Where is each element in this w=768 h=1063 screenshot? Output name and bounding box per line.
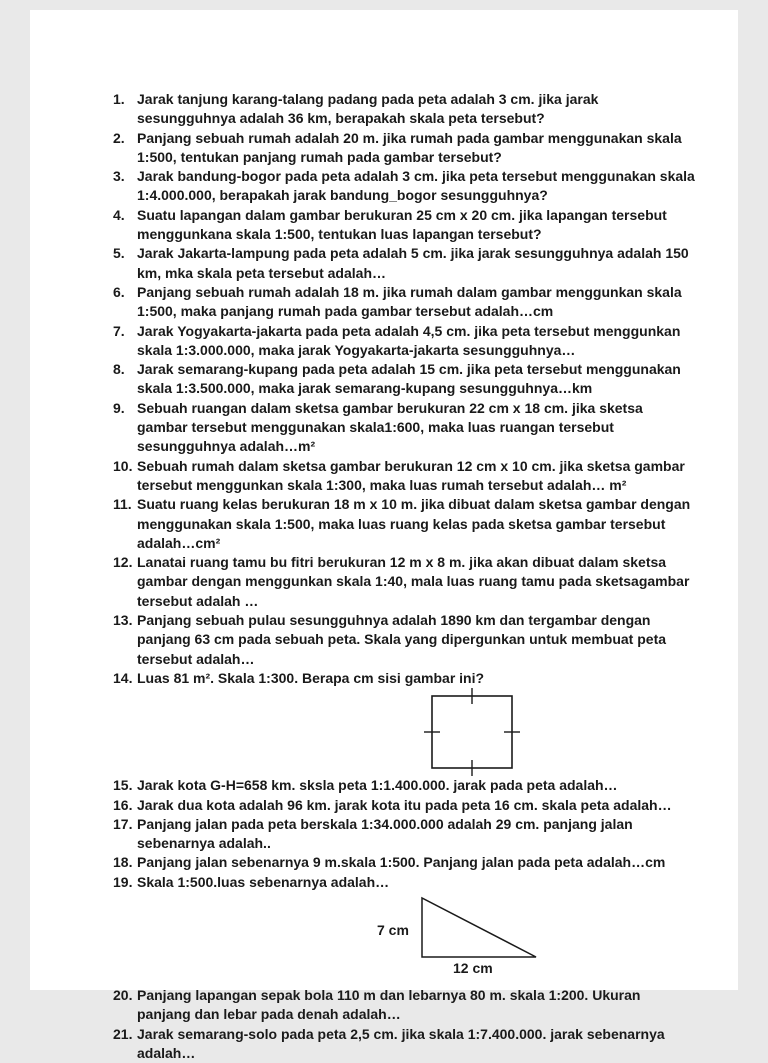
problem-text: Jarak kota G-H=658 km. sksla peta 1:1.400.000. jarak pada peta adalah…: [137, 777, 618, 794]
problem-number: 18.: [113, 854, 133, 871]
square-figure: [422, 688, 695, 776]
problem-item: [113, 669, 695, 688]
square-with-tick-marks-icon: [422, 688, 522, 776]
problem-number: 14.: [113, 669, 133, 686]
problem-number: 15.: [113, 777, 133, 794]
problem-text: Sebuah rumah dalam sketsa gambar berukuran 12 cm x 10 cm. jika sketsa gambar tersebut menggunkan skala 1:300, maka luas rumah tersebut adalah… m²: [137, 457, 685, 493]
problem-item: [113, 873, 695, 892]
problem-number: 7.: [113, 322, 125, 339]
problem-item: [113, 129, 695, 168]
problem-text: Jarak semarang-solo pada peta 2,5 cm. jika skala 1:7.400.000. jarak sebenarnya adalah…: [137, 1025, 665, 1061]
problem-number: 6.: [113, 283, 125, 300]
problem-text: Skala 1:500.luas sebenarnya adalah…: [137, 873, 390, 890]
problem-item: [113, 322, 695, 361]
problem-item: [113, 1025, 695, 1063]
problem-number: 12.: [113, 554, 133, 571]
problem-text: Jarak Jakarta-lampung pada peta adalah 5 cm. jika jarak sesungguhnya adalah 150 km, mka skala peta tersebut adalah…: [137, 245, 689, 281]
problem-text: Suatu lapangan dalam gambar berukuran 25 cm x 20 cm. jika lapangan tersebut menggunkana skala 1:500, tentukan luas lapangan tersebut?: [137, 206, 667, 243]
problem-number: 2.: [113, 129, 125, 146]
problem-item: [113, 986, 695, 1025]
problem-number: 19.: [113, 873, 133, 890]
problem-number: 5.: [113, 245, 125, 262]
problem-text: Panjang jalan pada peta berskala 1:34.000.000 adalah 29 cm. panjang jalan sebenarnya adalah..: [137, 815, 633, 852]
problem-item: [113, 206, 695, 245]
problem-text: Jarak bandung-bogor pada peta adalah 3 cm. jika peta tersebut menggunakan skala 1:4.000.000, berapakah jarak bandung_bogor sesungguhnya?: [137, 168, 695, 204]
problem-number: 17.: [113, 815, 133, 832]
problem-text: Luas 81 m². Skala 1:300. Berapa cm sisi gambar ini?: [137, 669, 485, 686]
problem-text: Jarak Yogyakarta-jakarta pada peta adalah 4,5 cm. jika peta tersebut menggunkan skala 1:3.000.000, maka jarak Yogyakarta-jakarta sesungguhnya…: [137, 322, 681, 358]
problem-text: Jarak tanjung karang-talang padang pada peta adalah 3 cm. jika jarak sesungguhnya adalah 36 km, berapakah skala peta tersebut?: [137, 91, 599, 127]
problem-text: Panjang jalan sebenarnya 9 m.skala 1:500. Panjang jalan pada peta adalah…cm: [137, 854, 666, 871]
problem-text: Sebuah ruangan dalam sketsa gambar berukuran 22 cm x 18 cm. jika sketsa gambar tersebut menggunakan skala1:600, maka luas ruangan tersebut sesungguhnya adalah…m²: [137, 399, 643, 455]
problem-item: [113, 399, 695, 457]
problem-text: Jarak dua kota adalah 96 km. jarak kota itu pada peta 16 cm. skala peta adalah…: [137, 796, 672, 813]
problem-number: 13.: [113, 612, 133, 629]
problem-item: [113, 815, 695, 854]
problem-number: 9.: [113, 399, 125, 416]
problem-item: [113, 495, 695, 553]
problem-item: [113, 776, 695, 795]
problem-number: 8.: [113, 361, 125, 378]
right-triangle-figure: [371, 894, 571, 980]
problem-item: [113, 553, 695, 611]
document-page: [30, 10, 738, 1061]
problem-number: 20.: [113, 986, 133, 1003]
triangle-base-label: 12 cm: [453, 959, 493, 976]
problem-number: 11.: [113, 496, 132, 513]
problem-item: [113, 360, 695, 399]
problem-number: 21.: [113, 1025, 133, 1042]
problem-text: Panjang sebuah pulau sesungguhnya adalah 1890 km dan tergambar dengan panjang 63 cm pada sebuah peta. Skala yang dipergunkan untuk membuat peta tersebut adalah…: [137, 612, 667, 667]
problem-text: Panjang sebuah rumah adalah 18 m. jika rumah dalam gambar menggunkan skala 1:500, maka panjang rumah pada gambar tersebut adalah…cm: [137, 283, 682, 320]
problem-item: [113, 167, 695, 206]
problem-item: [113, 457, 695, 496]
problem-item: [113, 283, 695, 322]
problem-text: Suatu ruang kelas berukuran 18 m x 10 m. jika dibuat dalam sketsa gambar dengan menggunakan skala 1:500, maka luas ruang kelas pada sketsa gambar tersebut adalah…cm²: [137, 496, 691, 551]
problem-text: Jarak semarang-kupang pada peta adalah 15 cm. jika peta tersebut menggunakan skala 1:3.500.000, maka jarak semarang-kupang sesungguhnya…km: [137, 361, 681, 397]
problem-item: [113, 796, 695, 815]
problem-number: 4.: [113, 206, 125, 223]
problem-text: Lanatai ruang tamu bu fitri berukuran 12 m x 8 m. jika akan dibuat dalam sketsa gambar dengan menggunkan skala 1:40, mala luas ruang tamu pada sketsagambar tersebut adalah …: [137, 554, 690, 609]
problem-number: 1.: [113, 91, 125, 107]
worksheet-list: [113, 90, 695, 1063]
problem-text: Panjang lapangan sepak bola 110 m dan lebarnya 80 m. skala 1:200. Ukuran panjang dan lebar pada denah adalah…: [137, 986, 641, 1023]
problem-number: 10.: [113, 457, 133, 474]
problem-text: Panjang sebuah rumah adalah 20 m. jika rumah pada gambar menggunakan skala 1:500, tentukan panjang rumah pada gambar tersebut?: [137, 129, 682, 165]
problem-number: 3.: [113, 168, 125, 185]
problem-item: [113, 244, 695, 283]
right-triangle-icon: [419, 896, 539, 960]
triangle-height-label: 7 cm: [377, 921, 409, 938]
problem-number: 16.: [113, 796, 133, 813]
problem-item: [113, 611, 695, 669]
problem-item: [113, 90, 695, 129]
problem-item: [113, 853, 695, 872]
